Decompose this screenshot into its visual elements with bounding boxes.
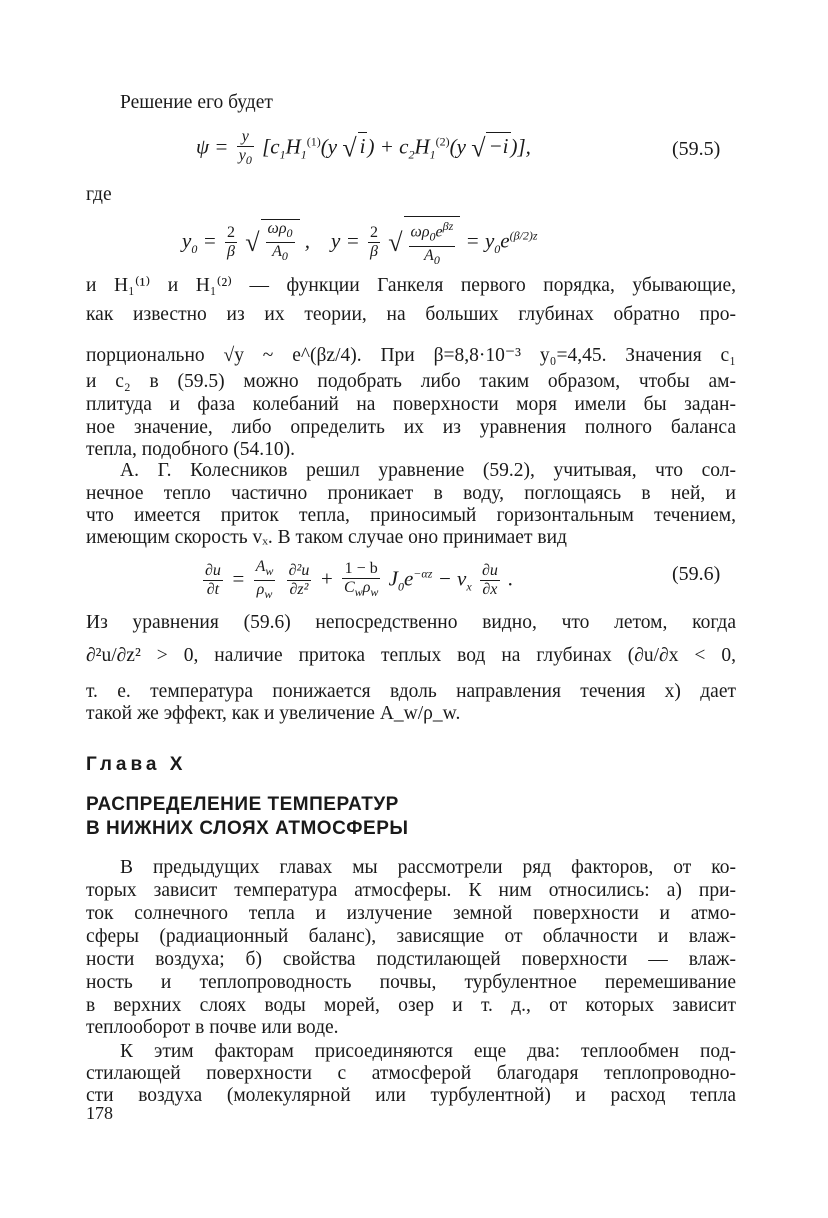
paragraph-line: В предыдущих главах мы рассмотрели ряд факторов, от ко- bbox=[120, 857, 736, 878]
paragraph-line: тепла, подобного (54.10). bbox=[86, 439, 296, 460]
chapter-title: РАСПРЕДЕЛЕНИЕ ТЕМПЕРАТУР bbox=[86, 794, 399, 815]
paragraph-line: как известно из их теории, на больших глубинах обратно про- bbox=[86, 304, 736, 325]
paragraph-line: торых зависит температура атмосферы. К ним относились: а) при- bbox=[86, 880, 736, 901]
paragraph-line: ∂²u/∂z² > 0, наличие притока теплых вод на глубинах (∂u/∂x < 0, bbox=[86, 645, 736, 666]
paragraph-line: т. е. температура понижается вдоль направления течения x) дает bbox=[86, 681, 736, 702]
equation-number: (59.6) bbox=[672, 563, 721, 585]
paragraph-line: ности воздуха; б) свойства подстилающей поверхности — влаж- bbox=[86, 949, 736, 970]
paragraph-line: ность и теплопроводность почвы, турбулентное перемешивание bbox=[86, 972, 736, 993]
equation-number: (59.5) bbox=[672, 138, 721, 160]
where-word: где bbox=[86, 184, 112, 205]
paragraph-line: ток солнечного тепла и излучение земной поверхности и атмо- bbox=[86, 903, 736, 924]
chapter-title: В НИЖНИХ СЛОЯХ АТМОСФЕРЫ bbox=[86, 818, 409, 839]
equation-y0-definition: $y_0$ = $\frac{2}{\beta}$ √ $\frac{\omega\rho_0}{A_0}$ , y = $\frac{2}{\beta}$ √ $\frac{\omega\rho_0e^{\beta z}}{A_0}$ = $y_0e^{(\beta/2)z}$ bbox=[182, 216, 538, 269]
paragraph-line: имеющим скорость vₓ. В таком случае оно принимает вид bbox=[86, 527, 567, 548]
equation-59-5: ψ = $\frac{y}{y_0}$ [$c_1H_1^{(1)}(y$ √ $i) + c_2H_1^{(2)}(y$ √ −i)], bbox=[196, 128, 531, 168]
equation-59-6: $\frac{\partial u}{\partial t}$ = $\frac{A_w}{\rho_w}$ $\frac{\text{∂²u}}{\text{∂z²}}$ + $\frac{1 - b}{C_w\rho_w}$ $J_0e^{-\alpha z} - v_x$ $\frac{\partial u}{\partial x}$ . bbox=[205, 558, 514, 602]
paragraph-line: ное значение, либо определить их из уравнения полного баланса bbox=[86, 417, 736, 438]
paragraph-line: такой же эффект, как и увеличение A_w/ρ_w. bbox=[86, 703, 461, 724]
paragraph-line: порционально √y ~ e^(βz/4). При β=8,8·10⁻³ y₀=4,45. Значения c₁ bbox=[86, 345, 736, 366]
paragraph-line: нечное тепло частично проникает в воду, поглощаясь в ней, и bbox=[86, 483, 736, 504]
paragraph-line: сферы (радиационный баланс), зависящие от облачности и влаж- bbox=[86, 926, 736, 947]
paragraph-line: Из уравнения (59.6) непосредственно видно, что летом, когда bbox=[86, 612, 736, 633]
paragraph-line: в верхних слоях воды морей, озер и т. д., от которых зависит bbox=[86, 995, 736, 1016]
paragraph-line: К этим факторам присоединяются еще два: теплообмен под- bbox=[120, 1041, 736, 1062]
chapter-label: Глава X bbox=[86, 754, 187, 775]
page-number: 178 bbox=[86, 1103, 113, 1123]
paragraph-line: и c₂ в (59.5) можно подобрать либо таким образом, чтобы ам- bbox=[86, 371, 736, 392]
paragraph-line: теплооборот в почве или воде. bbox=[86, 1017, 339, 1038]
paragraph-line: что имеется приток тепла, приносимый горизонтальным течением, bbox=[86, 505, 736, 526]
paragraph-line: сти воздуха (молекулярной или турбулентной) и расход тепла bbox=[86, 1085, 736, 1106]
paragraph-line: и H₁⁽¹⁾ и H₁⁽²⁾ — функции Ганкеля первого порядка, убывающие, bbox=[86, 275, 736, 296]
paragraph-line: А. Г. Колесников решил уравнение (59.2), учитывая, что сол- bbox=[120, 460, 736, 481]
intro-text: Решение его будет bbox=[120, 92, 273, 113]
paragraph-line: стилающей поверхности с атмосферой благодаря теплопроводно- bbox=[86, 1063, 736, 1084]
paragraph-line: плитуда и фаза колебаний на поверхности моря имели бы задан- bbox=[86, 394, 736, 415]
